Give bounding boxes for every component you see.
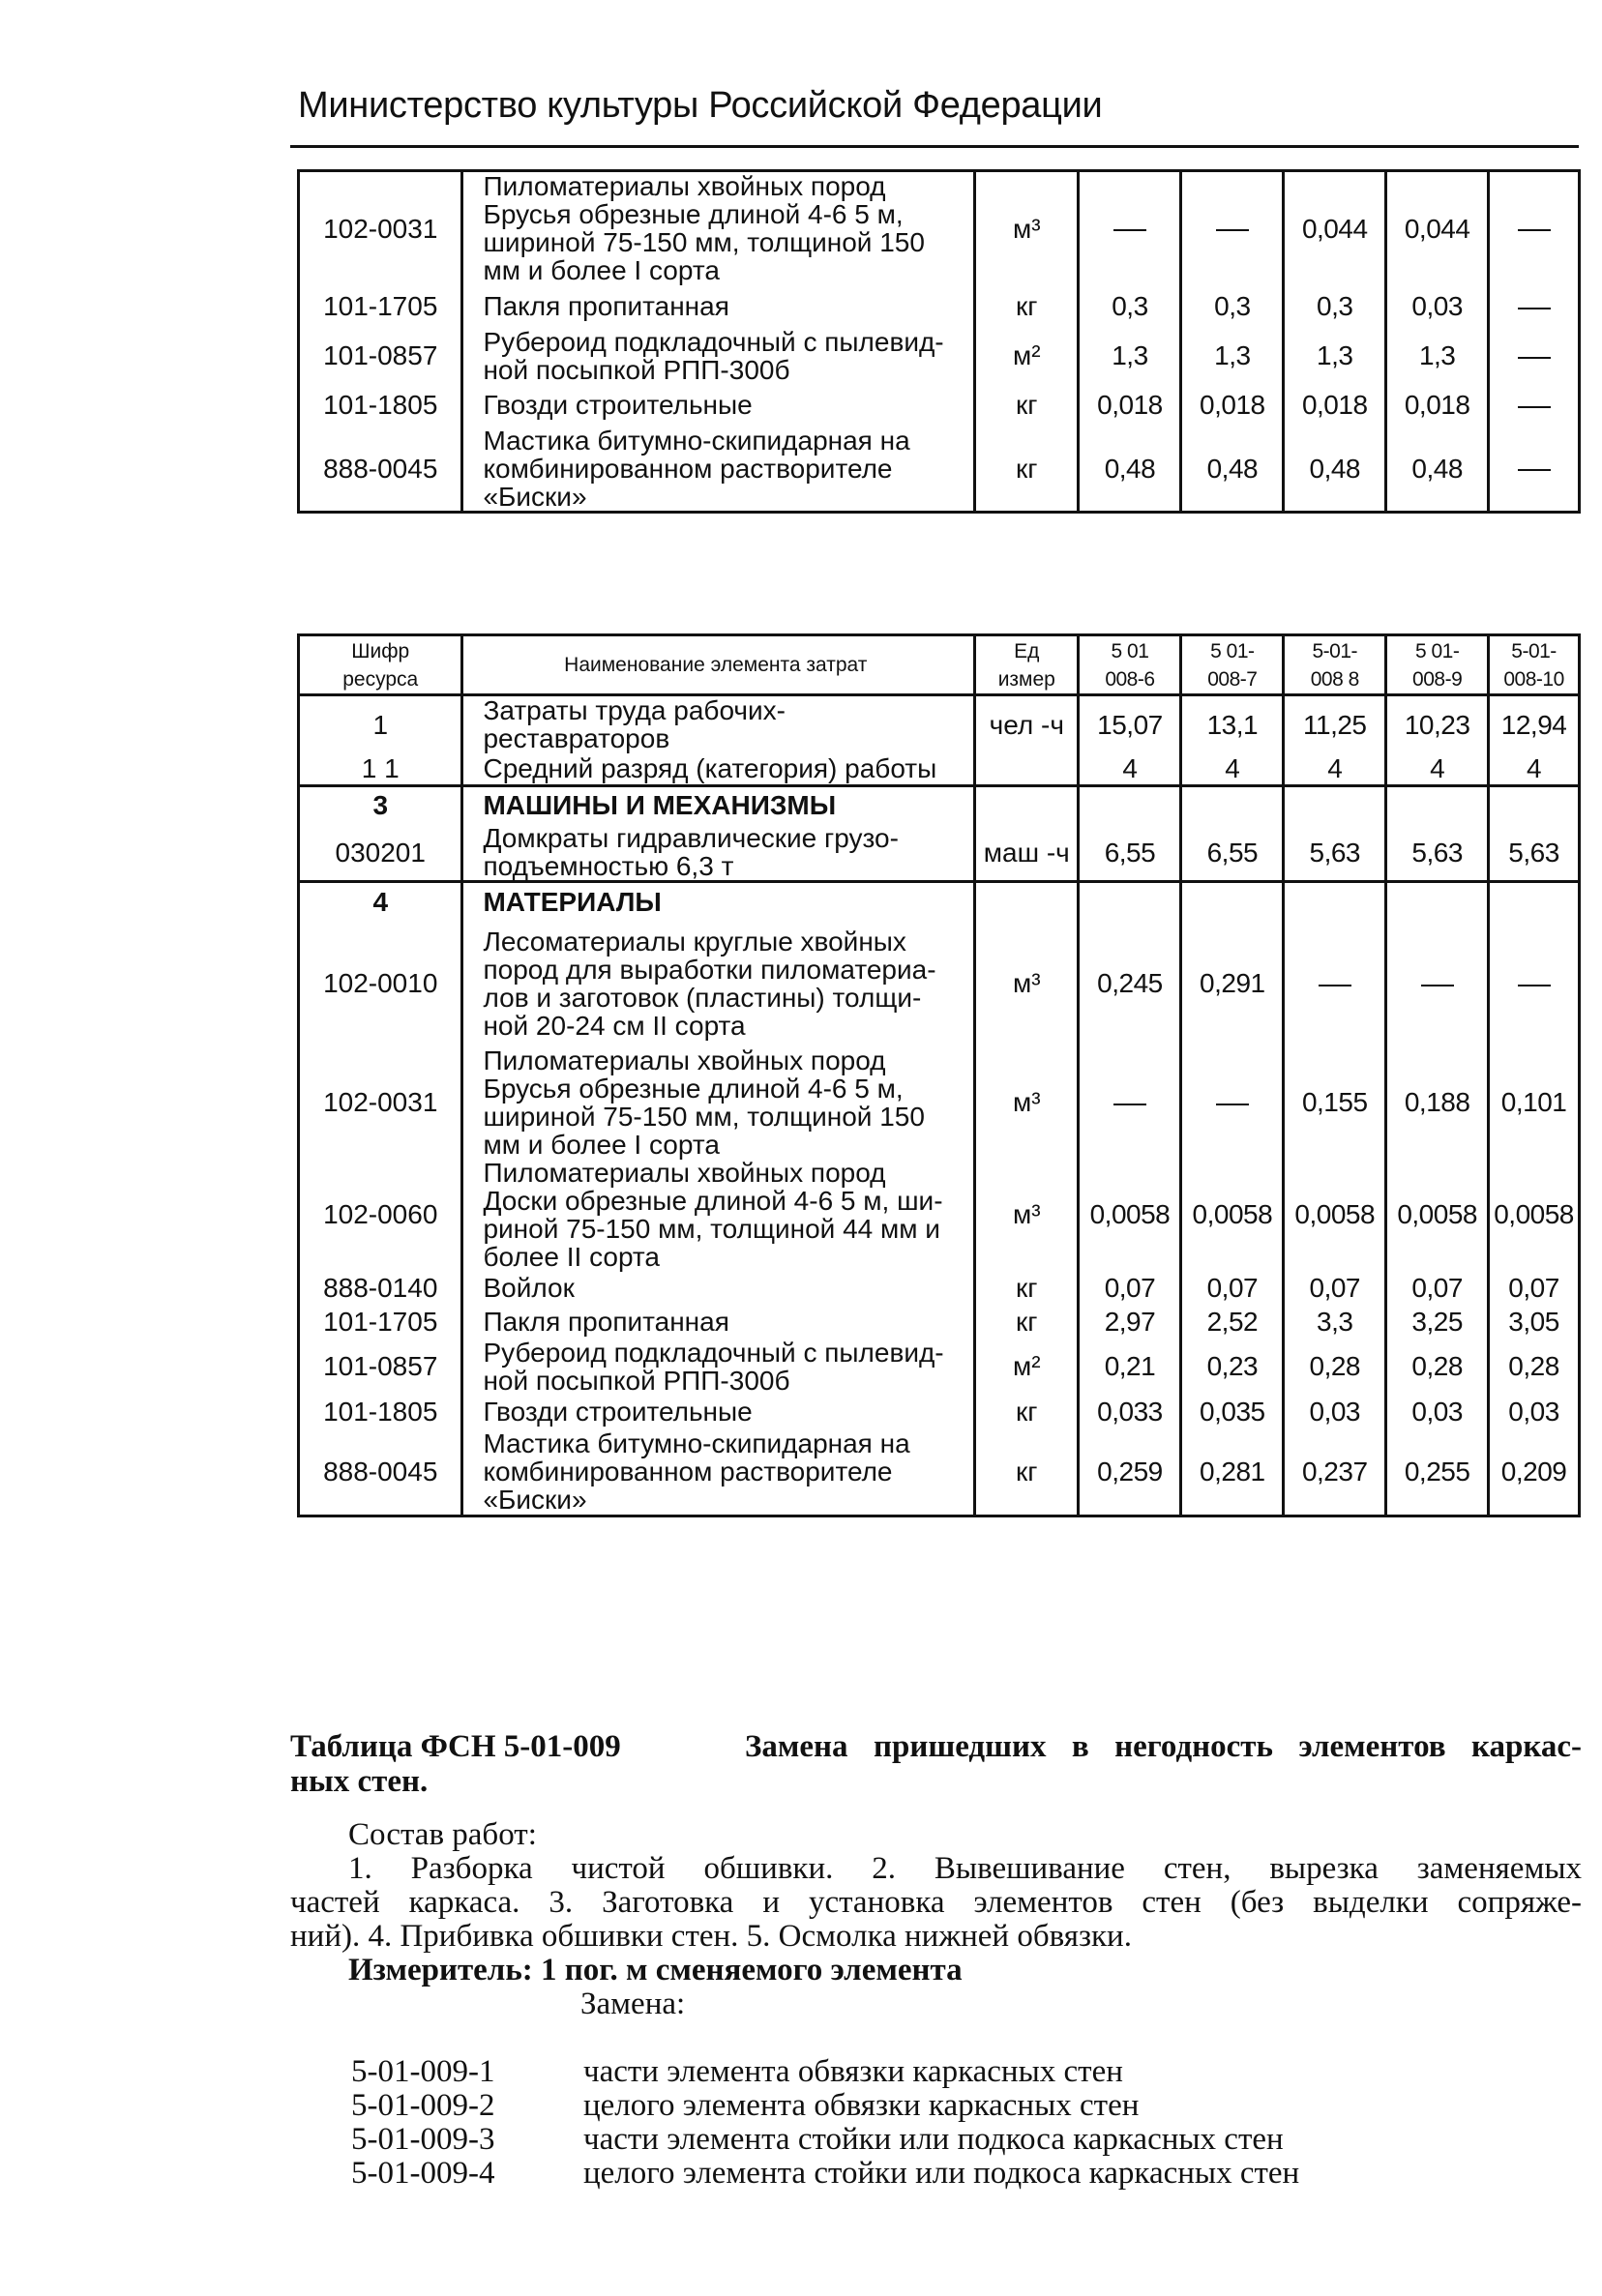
value-cell: 6,55 — [1181, 824, 1284, 882]
value-cell — [1489, 171, 1580, 285]
value-cell: 10,23 — [1386, 695, 1489, 753]
value-cell: 0,07 — [1181, 1271, 1284, 1306]
cell-line: ной посыпкой РПП-300б — [483, 354, 790, 385]
resource-name — [462, 752, 975, 785]
value-cell — [1079, 882, 1181, 921]
cell-line: Пиломатериалы хвойных пород — [483, 1045, 886, 1075]
value-cell: 1,3 — [1181, 328, 1284, 384]
value-cell: 0,3 — [1181, 285, 1284, 328]
dash-mark — [1518, 406, 1551, 408]
page-header-title: Министерство культуры Российской Федерации — [298, 85, 1103, 126]
resource-name — [462, 1306, 975, 1339]
variant-list — [351, 2055, 1415, 2191]
header-rule — [290, 145, 1579, 148]
value-cell: 0,07 — [1386, 1271, 1489, 1306]
dash-mark — [1518, 308, 1551, 309]
unit: кг — [975, 384, 1079, 427]
value-cell: 0,237 — [1284, 1429, 1386, 1516]
dash-mark — [1216, 1104, 1249, 1105]
cell-line: Домкраты гидравлические грузо- — [483, 823, 899, 853]
resource-code: 101-0857 — [299, 1339, 462, 1395]
value-cell — [1079, 171, 1181, 285]
value-cell: 0,018 — [1386, 384, 1489, 427]
value-cell: 0,033 — [1079, 1395, 1181, 1429]
value-cell: 0,07 — [1489, 1271, 1580, 1306]
value-cell — [1386, 785, 1489, 824]
cell-line: Лесоматериалы круглые хвойных — [483, 926, 906, 957]
dash-mark — [1518, 469, 1551, 471]
cell-line: мм и более I сорта — [483, 1129, 720, 1160]
value-cell: 0,07 — [1284, 1271, 1386, 1306]
value-cell — [1489, 882, 1580, 921]
resource-name — [462, 1271, 975, 1306]
resource-name — [462, 1159, 975, 1271]
value-cell: 0,28 — [1284, 1339, 1386, 1395]
table-resources — [297, 633, 1581, 1517]
cell-line: мм и более I сорта — [483, 255, 720, 286]
table-row — [299, 1159, 1580, 1271]
value-cell: 1,3 — [1079, 328, 1181, 384]
work-line-1: 1. Разборка чистой обшивки. 2. Вывешивание стен, вырезка заменяемых — [348, 1851, 1582, 1886]
cell-line: Мастика битумно-скипидарная на — [483, 1428, 910, 1459]
value-cell: 3,05 — [1489, 1306, 1580, 1339]
cell-line: Доски обрезные длиной 4-6 5 м, ши- — [483, 1185, 943, 1216]
value-cell: 0,259 — [1079, 1429, 1181, 1516]
value-cell: 0,0058 — [1181, 1159, 1284, 1271]
value-cell: 0,48 — [1386, 427, 1489, 513]
value-cell: 0,03 — [1489, 1395, 1580, 1429]
unit: маш -ч — [975, 824, 1079, 882]
variant-row — [351, 2157, 1415, 2191]
value-cell — [1284, 882, 1386, 921]
value-cell: 11,25 — [1284, 695, 1386, 753]
unit — [975, 752, 1079, 785]
cell-line: ной посыпкой РПП-300б — [483, 1365, 790, 1396]
header-column — [1284, 635, 1386, 695]
value-cell: 0,044 — [1386, 171, 1489, 285]
dash-mark — [1113, 1104, 1146, 1105]
table-row — [299, 1271, 1580, 1306]
variant-code: 5-01-009-4 — [351, 2156, 495, 2191]
resource-code: 101-1805 — [299, 384, 462, 427]
resource-name — [462, 427, 975, 513]
value-cell: 0,018 — [1079, 384, 1181, 427]
unit: чел -ч — [975, 695, 1079, 753]
cell-line: измер — [997, 667, 1055, 691]
header-code — [299, 635, 462, 695]
value-cell — [1386, 921, 1489, 1046]
cell-line: ресурса — [342, 667, 419, 691]
resource-code: 102-0031 — [299, 171, 462, 285]
table-row — [299, 752, 1580, 785]
value-cell — [1079, 785, 1181, 824]
value-cell — [1079, 1046, 1181, 1159]
resource-code: 888-0140 — [299, 1271, 462, 1306]
cell-line: шириной 75-150 мм, толщиной 150 — [483, 227, 925, 258]
table-row — [299, 695, 1580, 753]
value-cell — [1181, 171, 1284, 285]
work-label: Состав работ: — [348, 1817, 537, 1852]
value-cell: 4 — [1386, 752, 1489, 785]
cell-line: пород для выработки пиломатериа- — [483, 954, 936, 985]
variant-text: части элемента обвязки каркасных стен — [583, 2054, 1123, 2089]
table-row — [299, 171, 1580, 285]
unit — [975, 785, 1079, 824]
table-row — [299, 1306, 1580, 1339]
cell-line: Гвозди строительные — [483, 390, 753, 420]
value-cell: 0,155 — [1284, 1046, 1386, 1159]
cell-line: Затраты труда рабочих-реставраторов — [483, 695, 786, 753]
value-cell: 0,018 — [1181, 384, 1284, 427]
table-continuation — [297, 169, 1581, 514]
header-column — [1386, 635, 1489, 695]
value-cell — [1489, 328, 1580, 384]
value-cell: 6,55 — [1079, 824, 1181, 882]
value-cell: 0,3 — [1284, 285, 1386, 328]
cell-line: 008-7 — [1207, 667, 1258, 691]
value-cell: 0,48 — [1181, 427, 1284, 513]
value-cell — [1181, 882, 1284, 921]
cell-line: комбинированном растворителе — [483, 453, 893, 484]
resource-name — [462, 882, 975, 921]
unit: м³ — [975, 1046, 1079, 1159]
cell-line: лов и заготовок (пластины) толщи- — [483, 982, 922, 1013]
table-row — [299, 427, 1580, 513]
resource-name — [462, 785, 975, 824]
value-cell: 0,03 — [1284, 1395, 1386, 1429]
table-row — [299, 824, 1580, 882]
value-cell: 0,0058 — [1079, 1159, 1181, 1271]
resource-name — [462, 1046, 975, 1159]
cell-line: шириной 75-150 мм, толщиной 150 — [483, 1101, 925, 1132]
value-cell — [1489, 921, 1580, 1046]
value-cell — [1489, 427, 1580, 513]
value-cell — [1489, 285, 1580, 328]
value-cell: 0,188 — [1386, 1046, 1489, 1159]
resource-code: 3 — [299, 785, 462, 824]
unit — [975, 882, 1079, 921]
value-cell: 0,28 — [1386, 1339, 1489, 1395]
value-cell: 5,63 — [1386, 824, 1489, 882]
dash-mark — [1113, 229, 1146, 231]
cell-line: Пакля пропитанная — [483, 291, 729, 321]
variant-row — [351, 2089, 1415, 2123]
value-cell: 3,25 — [1386, 1306, 1489, 1339]
cell-line: ной 20-24 см II сорта — [483, 1010, 746, 1041]
value-cell: 2,52 — [1181, 1306, 1284, 1339]
cell-line: более II сорта — [483, 1241, 660, 1272]
variant-code: 5-01-009-1 — [351, 2054, 495, 2089]
unit: м² — [975, 1339, 1079, 1395]
value-cell: 0,101 — [1489, 1046, 1580, 1159]
cell-line: Мастика битумно-скипидарная на — [483, 425, 910, 456]
variant-row — [351, 2123, 1415, 2157]
variant-row — [351, 2055, 1415, 2089]
resource-code: 101-0857 — [299, 328, 462, 384]
variant-code: 5-01-009-2 — [351, 2088, 495, 2123]
cell-line: Гвозди строительные — [483, 1397, 753, 1427]
cell-line: МАТЕРИАЛЫ — [483, 886, 662, 917]
value-cell — [1284, 785, 1386, 824]
document-page — [290, 0, 1582, 2296]
table-row — [299, 285, 1580, 328]
value-cell: 0,3 — [1079, 285, 1181, 328]
value-cell: 0,281 — [1181, 1429, 1284, 1516]
work-line-2: частей каркаса. 3. Заготовка и установка элементов стен (без выделки сопряже- — [290, 1885, 1582, 1920]
section-row — [299, 785, 1580, 824]
unit: м³ — [975, 171, 1079, 285]
resource-code: 101-1705 — [299, 1306, 462, 1339]
value-cell: 3,3 — [1284, 1306, 1386, 1339]
table-row — [299, 384, 1580, 427]
cell-line: «Биски» — [483, 481, 587, 512]
table-row — [299, 1339, 1580, 1395]
unit: м³ — [975, 1159, 1079, 1271]
value-cell: 5,63 — [1489, 824, 1580, 882]
value-cell: 0,291 — [1181, 921, 1284, 1046]
value-cell: 13,1 — [1181, 695, 1284, 753]
cell-line: подъемностью 6,3 т — [483, 851, 734, 881]
resource-name — [462, 921, 975, 1046]
value-cell: 0,23 — [1181, 1339, 1284, 1395]
value-cell: 2,97 — [1079, 1306, 1181, 1339]
cell-line: Брусья обрезные длиной 4-6 5 м, — [483, 1073, 904, 1104]
resource-code: 1 1 — [299, 752, 462, 785]
value-cell: 15,07 — [1079, 695, 1181, 753]
value-cell: 0,044 — [1284, 171, 1386, 285]
cell-line: риной 75-150 мм, толщиной 44 мм и — [483, 1213, 940, 1244]
cell-line: Рубероид подкладочный с пылевид- — [483, 1337, 944, 1368]
value-cell: 0,03 — [1386, 285, 1489, 328]
caption-title-line2: ных стен. — [290, 1764, 429, 1799]
cell-line: МАШИНЫ И МЕХАНИЗМЫ — [483, 790, 837, 821]
value-cell: 0,255 — [1386, 1429, 1489, 1516]
value-cell: 12,94 — [1489, 695, 1580, 753]
table-caption — [290, 1729, 1582, 1799]
value-cell: 0,0058 — [1386, 1159, 1489, 1271]
resource-name — [462, 384, 975, 427]
header-name: Наименование элемента затрат — [462, 635, 975, 695]
dash-mark — [1216, 229, 1249, 231]
value-cell: 4 — [1079, 752, 1181, 785]
value-cell — [1181, 1046, 1284, 1159]
value-cell: 0,209 — [1489, 1429, 1580, 1516]
unit: кг — [975, 1306, 1079, 1339]
header-column — [1181, 635, 1284, 695]
dash-mark — [1319, 985, 1351, 986]
cell-line: комбинированном растворителе — [483, 1457, 893, 1487]
unit: м² — [975, 328, 1079, 384]
variant-code: 5-01-009-3 — [351, 2122, 495, 2157]
value-cell: 4 — [1284, 752, 1386, 785]
variant-text: целого элемента обвязки каркасных стен — [583, 2088, 1140, 2123]
value-cell: 0,21 — [1079, 1339, 1181, 1395]
cell-line: Пиломатериалы хвойных пород — [483, 171, 886, 202]
resource-code: 030201 — [299, 824, 462, 882]
dash-mark — [1518, 229, 1551, 231]
unit: кг — [975, 1429, 1079, 1516]
resource-code: 888-0045 — [299, 1429, 462, 1516]
resource-name — [462, 171, 975, 285]
value-cell: 0,245 — [1079, 921, 1181, 1046]
value-cell: 0,0058 — [1284, 1159, 1386, 1271]
cell-line: 008-9 — [1412, 667, 1463, 691]
cell-line: 008-6 — [1105, 667, 1155, 691]
value-cell: 1,3 — [1386, 328, 1489, 384]
value-cell: 0,28 — [1489, 1339, 1580, 1395]
caption-table-number: Таблица ФСН 5-01-009 — [290, 1729, 621, 1764]
value-cell: 0,018 — [1284, 384, 1386, 427]
cell-line: Средний разряд (категория) работы — [483, 752, 937, 783]
resource-code: 1 — [299, 695, 462, 753]
meter-line: Измеритель: 1 пог. м сменяемого элемента — [348, 1953, 963, 1987]
resource-name — [462, 1429, 975, 1516]
cell-line: Пиломатериалы хвойных пород — [483, 1157, 886, 1188]
value-cell: 5,63 — [1284, 824, 1386, 882]
value-cell — [1181, 785, 1284, 824]
header-unit — [975, 635, 1079, 695]
value-cell — [1489, 384, 1580, 427]
value-cell: 4 — [1489, 752, 1580, 785]
resource-name — [462, 824, 975, 882]
value-cell: 0,03 — [1386, 1395, 1489, 1429]
work-composition — [290, 1818, 1582, 2021]
dash-mark — [1518, 357, 1551, 359]
cell-line: 5 01- — [1414, 639, 1460, 662]
value-cell: 0,035 — [1181, 1395, 1284, 1429]
cell-line: Ед — [1014, 639, 1040, 662]
dash-mark — [1421, 985, 1454, 986]
replace-label: Замена: — [580, 1987, 686, 2021]
header-column — [1489, 635, 1580, 695]
cell-line: 008-10 — [1503, 667, 1564, 691]
section-row — [299, 882, 1580, 921]
unit: кг — [975, 1395, 1079, 1429]
table-row — [299, 1395, 1580, 1429]
cell-line: «Биски» — [483, 1485, 587, 1516]
unit: м³ — [975, 921, 1079, 1046]
cell-line: Рубероид подкладочный с пылевид- — [483, 326, 944, 357]
cell-line: Шифр — [351, 639, 410, 662]
table-header-row — [299, 635, 1580, 695]
header-column — [1079, 635, 1181, 695]
table-row — [299, 1429, 1580, 1516]
cell-line: 008 8 — [1310, 667, 1359, 691]
resource-code: 102-0060 — [299, 1159, 462, 1271]
value-cell: 4 — [1181, 752, 1284, 785]
table-row — [299, 921, 1580, 1046]
resource-code: 888-0045 — [299, 427, 462, 513]
value-cell: 0,48 — [1079, 427, 1181, 513]
unit: кг — [975, 427, 1079, 513]
work-line-3: ний). 4. Прибивка обшивки стен. 5. Осмолка нижней обвязки. — [290, 1919, 1132, 1954]
value-cell — [1489, 785, 1580, 824]
value-cell: 0,48 — [1284, 427, 1386, 513]
resource-name — [462, 1339, 975, 1395]
cell-line: Войлок — [483, 1273, 575, 1303]
unit: кг — [975, 285, 1079, 328]
resource-name — [462, 285, 975, 328]
value-cell — [1386, 882, 1489, 921]
dash-mark — [1518, 985, 1551, 986]
value-cell: 0,07 — [1079, 1271, 1181, 1306]
cell-line: 5-01- — [1511, 639, 1557, 662]
resource-code: 4 — [299, 882, 462, 921]
unit: кг — [975, 1271, 1079, 1306]
resource-code: 102-0010 — [299, 921, 462, 1046]
cell-line: 5 01- — [1210, 639, 1255, 662]
resource-code: 102-0031 — [299, 1046, 462, 1159]
table-row — [299, 328, 1580, 384]
value-cell: 1,3 — [1284, 328, 1386, 384]
value-cell — [1284, 921, 1386, 1046]
cell-line: 5-01- — [1312, 639, 1358, 662]
variant-text: целого элемента стойки или подкоса каркасных стен — [583, 2156, 1300, 2191]
resource-name — [462, 695, 975, 753]
cell-line: Брусья обрезные длиной 4-6 5 м, — [483, 199, 904, 230]
resource-code: 101-1805 — [299, 1395, 462, 1429]
cell-line: 5 01 — [1111, 639, 1149, 662]
cell-line: Пакля пропитанная — [483, 1307, 729, 1337]
resource-name — [462, 1395, 975, 1429]
caption-title-line1: Замена пришедших в негодность элементов каркас- — [745, 1729, 1582, 1764]
variant-text: части элемента стойки или подкоса каркасных стен — [583, 2122, 1284, 2157]
table-row — [299, 1046, 1580, 1159]
value-cell: 0,0058 — [1489, 1159, 1580, 1271]
resource-code: 101-1705 — [299, 285, 462, 328]
resource-name — [462, 328, 975, 384]
